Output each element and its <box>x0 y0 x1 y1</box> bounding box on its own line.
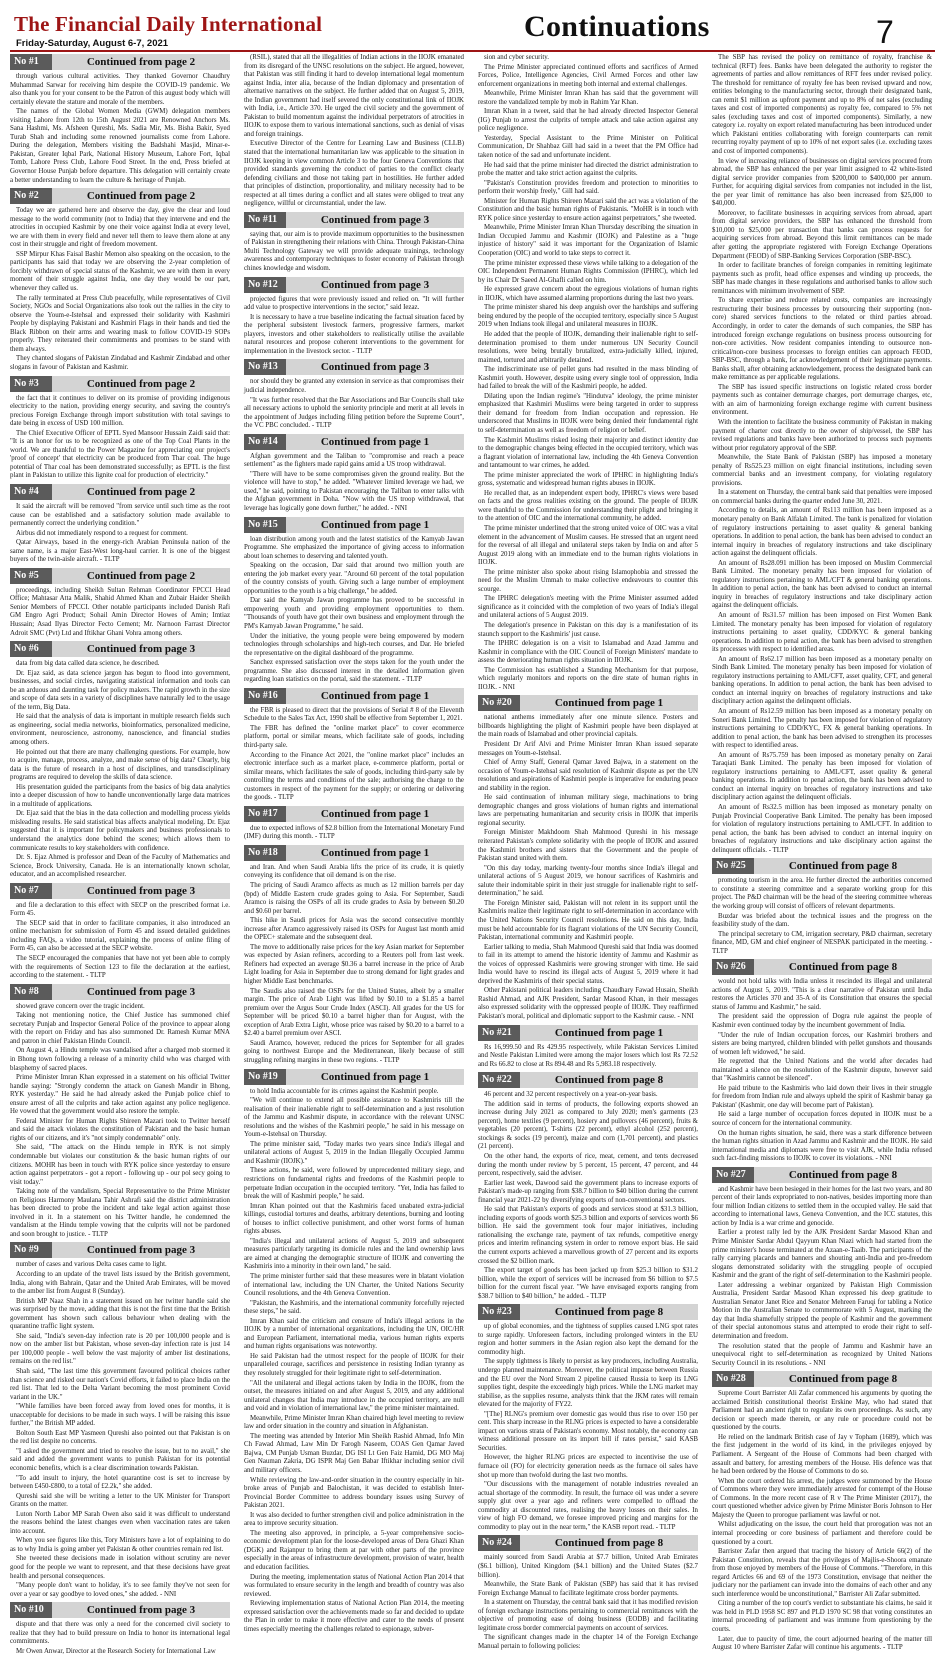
continuation-header <box>10 1242 230 1258</box>
continuation-header <box>478 1304 698 1320</box>
article-paragraph: Rs 16,999.50 and Rs 429.95 respectively, while Pakistan Services Limited and Nestle Pakistan Limited were among the major losers which lost Rs 72.52 and Rs 66.82 to close at Rs 894.48 and Rs 5,983.18 respectively. <box>478 1043 698 1068</box>
header-rule <box>10 50 935 52</box>
continued-from-label: Continued from page 3 <box>52 641 230 657</box>
continued-article <box>478 695 698 1021</box>
article-paragraph: Bolton South East MP Yasmeen Qureshi also pointed out that Pakistan is on the red list despite no concerns. <box>10 1429 230 1446</box>
article-paragraph: Earlier last week, Dawood said the government plans to increase exports of Pakistan's made-up ranging from $38.7 billion to $40 billion during the current financial year 2021-22 by diversifying exports of non-conventional sectors. <box>478 1179 698 1204</box>
continuation-header <box>244 359 464 375</box>
article-paragraph: Federal Minister for Human Rights Shireen Mazari took to Twitter herself and said the attack violates the constitution of Pakistan and the basic human rights of our citizens, and it's "not simply condemnable" only. <box>10 1117 230 1142</box>
article-paragraph: Foreign Minister Makhdoom Shah Mahmood Qureshi in his message reiterated Pakistan's complete solidarity with the people of IIOJK and assured the Kashmiri brothers and sisters that the Government and the people of Pakistan stand united with them. <box>478 829 698 863</box>
article-paragraph: In a statement on Thursday, the central bank said that it has modified revision of foreign exchange instructions pertaining to commercial remittances with the objective of promoting ease of doing business (EODB) and facilitating legitimate cross border commercial payments on account of services. <box>478 1599 698 1632</box>
continued-article <box>10 1242 230 1599</box>
article-number: No #22 <box>478 1072 520 1088</box>
article-paragraph: "India's illegal and unilateral actions of August 5, 2019 and subsequent measures particularly targeting its domicile rules and the land ownership laws are aimed at changing the demographic structure of IIOJK and converting the Kashmiris into a minority in their own land," he said. <box>244 1237 464 1271</box>
continuation-header <box>712 858 932 874</box>
continuation-header <box>712 1371 932 1387</box>
article-paragraph: The prime minister underlined that the strong united voice of OIC was a vital element in the advancement of Muslim causes. He stressed that an urgent need for the reversal of all illegal and unilateral steps taken by India on and after 5 August 2019 along with an immediate end to the human rights violations in IIOJK. <box>478 524 698 567</box>
article-paragraph: to hold India accountable for its crimes against the Kashmiri people. <box>250 1087 439 1095</box>
article-paragraph: Airbus did not immediately respond to a request for comment. <box>16 529 188 537</box>
article-paragraph: "Under the rule of Indian occupation forces, our Kashmiri brothers and sisters are being martyred, children blinded with pellet gunshots and thousands of women left widowed," he said. <box>712 1031 932 1056</box>
article-paragraph: While reviewing the law-and-order situation in the country especially in hit-broke areas of Punjab and Balochistan, it was decided to establish Inter-Provincial Border Committee to address boundary issues using Survey of Pakistan 2021. <box>244 1476 464 1510</box>
article-paragraph: The SBP has issued specific instructions on logistic related cross border payments such as container demurrage charges, port demurrage charges, etc, with an aim of harmonizing foreign exchange regime with current business environment. <box>712 383 932 417</box>
continued-from-label: Continued from page 8 <box>754 858 932 874</box>
article-paragraph: The prime minister appreciated the work of IPHRC in highlighting India's gross, systematic and widespread human rights abuses in IIOJK. <box>478 471 698 488</box>
article-number: No #10 <box>10 1602 52 1618</box>
article-paragraph: The prime minister further said that these measures were in blatant violation of international law, including the UN Charter, the United Nations Security Council resolutions, and the 4th Geneva Convention. <box>244 1272 464 1298</box>
article-number: No #20 <box>478 695 520 711</box>
article-paragraph: Meanwhile, the State Bank of Pakistan (SBP) has imposed a monetary penalty of Rs525.23 million on eight financial institutions, including seven commercial banks and an investment company, for violating regulatory provisions. <box>712 454 932 487</box>
continued-article <box>10 641 230 880</box>
article-number: No #4 <box>10 484 52 500</box>
article-paragraph: data from big data called data science, he described. <box>16 660 160 668</box>
article-paragraph: The prime minister shared his deep anguish over the hardships and suffering being endured by the people of the occupied territory, especially since 5 August 2019 when Indians took illegal and unilateral measures in IIOJK. <box>478 304 698 329</box>
continued-from-label: Continued from page 1 <box>286 688 464 704</box>
article-paragraph: due to expected inflows of $2.8 billion from the International Monetary Fund (IMF) during this month. - TLTP <box>244 824 464 841</box>
article-paragraph: He relied on the landmark British case of Jay v Topham (1689), which was the first judgement in the world of its kind, in the privileges enjoyed by Parliament. A Sergeant of the House of Commons had been charged with assault and battery, for arresting members of the House. His defence was that he had been ordered by the House of Commons to do so. <box>712 1433 932 1476</box>
article-paragraph: When you see figures like this, Tory Ministers have a lot of explaining to do as to why India is going amber yet Pakistan & other countries remain red list. <box>10 1537 230 1553</box>
continued-article <box>10 54 230 185</box>
article-paragraph: It said the aircraft will be removed "from service until such time as the root cause can be established and a satisfactory solution made available to permanently correct the underlying condition." <box>10 502 230 528</box>
article-paragraph: Luton North Labor MP Sarah Owen also said it was difficult to understand the reasons behind the latest changes even when vaccination rates are taken into account. <box>10 1510 230 1535</box>
article-paragraph: Yesterday, Special Assistant to the Prime Minister on Political Communication, Dr Shahbaz Gill had said in a tweet that the PM Office had taken notice of the sad and unfortunate incident. <box>478 134 698 160</box>
article-paragraph: "It was further resolved that the Bar Associations and Bar Councils shall take all necessary actions to uphold the seniority principle and merit at all levels in the appointment of Judges including filing petition before the Supreme Court", the VC PBC concluded. - TLTP <box>244 396 464 430</box>
continuation-header <box>244 845 464 861</box>
article-paragraph: The IPHRC delegation is on a visit to Islamabad and Azad Jammu and Kashmir in compliance with the OIC Council of Foreign Ministers' mandate to assess the deteriorating human rights situation in IIOJK. <box>478 640 698 665</box>
article-number: No #26 <box>712 959 754 975</box>
article-number: No #27 <box>712 1167 754 1183</box>
article-paragraph: up of global economies, and the tightness of supplies caused LNG spot rates to surge rapidly. Unforeseen factors, including prolonged winters in the EU region and hotter summers in the Asian region also kept the demand for the commodity high. <box>478 1323 698 1356</box>
article-paragraph: The delegation's presence in Pakistan on this day is a manifestation of its staunch support to the Kashmiris' just cause. <box>478 622 698 638</box>
continuation-header <box>10 984 230 1000</box>
continued-article <box>244 1069 464 1635</box>
article-paragraph: projected figures that were previously issued and relied on. "It will further add value to prospective interventions in the sector," said Iezaz. <box>244 295 464 312</box>
continued-article <box>244 434 464 514</box>
article-paragraph: Supreme Court Barrister Ali Zafar commenced his arguments by quoting the acclaimed British constitutional theorist Erskine May, who had stated that Parliament had an ancient right to regulate its own proceedings. As such, any decision or speech made therein, or any rule or procedure could not be questioned by the courts. <box>712 1390 932 1432</box>
article-paragraph: Imran Khan said the criticism and censure of India's illegal actions in the IIOJK by a number of international organizations, including the UN, OIC/HR and European Parliament, international media, various human rights experts and human rights organisations was noteworthy. <box>244 1317 464 1351</box>
continued-from-label: Continued from page 2 <box>52 188 230 204</box>
article-paragraph: The Chief Executive Officer of EPTL Syed Mansoor Hussain Zaidi said that: "It is an honor for us to be recognized as one of the Top Coal Plants in the world. We are thankful to the Power Magazine for appreciating our project's 'proof of concept' that electricity can be produced from Thar coal. The huge potential of Thar coal has been demonstrated successfully; as EPTL is the first plant in Pakistan to utilize this lignite coal for production of electricity." <box>10 429 230 480</box>
continuation-header <box>244 212 464 228</box>
continuation-header <box>10 1602 230 1618</box>
article-paragraph: He had said that the prime minister had directed the district administration to probe the matter and take strict action against the culprits. <box>478 161 698 178</box>
article-paragraph: He added that the people of IIOJK, demanding their inalienable right to self-determination promised to them under numerous UN Security Council resolutions, were being brutally brutalized, extra-judicially killed, injured, maimed, tortured and arbitrarily detained. <box>478 330 698 364</box>
continued-from-label: Continued from page 1 <box>520 1025 698 1041</box>
article-paragraph: national anthems immediately after one minute silence. Posters and billboards highlighting the plight of Kashmiri people have been displayed at the main roads of Islamabad and other provincial capitals. <box>478 714 698 739</box>
continued-article <box>478 1072 698 1301</box>
column-4 <box>712 54 932 1652</box>
article-paragraph: The resolution stated that the people of Jammu and Kashmir have an unequivocal right to self-determination as recognized by United Nations Security Council in its resolutions. - NNI <box>712 1342 932 1367</box>
article-paragraph: "Pakistan, the Kashmiris, and the international community forcefully rejected these steps," he said. <box>244 1299 464 1316</box>
article-paragraph: "Many people don't want to holiday, it's to see family they've not seen for over a year or say goodbye to loved ones," she added. - NNI <box>10 1582 230 1598</box>
continuation-header <box>10 568 230 584</box>
article-paragraph: 46 percent and 32 percent respectively on a year-on-year basis. <box>484 1091 658 1099</box>
continued-article <box>712 1371 932 1652</box>
article-paragraph: The meeting was attended by Interior Min Sheikh Rashid Ahmad, Info Min Ch Fawad Ahmad, Law Min Dr Farogh Naseem, COAS Gen Qamar Javed Bajwa, CM Punjab Usman Buzdar, DG ISI Lt Gen Faiz Hamid, DG MO Maj Gen Nauman Zakria, DG ISPR Maj Gen Babar Iftikhar including senior civil and military officers. <box>244 1432 464 1475</box>
newspaper-title: The Financial Daily International <box>14 12 323 36</box>
article-paragraph: Imran Khan in a tweet, said that he had already directed Inspector General (IG) Punjab to arrest the culprits of temple attack and take action against any police negligence. <box>478 108 698 133</box>
continued-article <box>244 517 464 685</box>
continued-article <box>244 212 464 274</box>
article-paragraph: showed grave concern over the tragic incident. <box>16 1002 145 1010</box>
article-paragraph: The names of the Global Women Media (GWM) delegation members visiting Lahore from 12th to 15th August 2021 are Renowned Anchors Ms. Sana Hashmi, Ms. Afsheen Qureshi, Ms. Sadia Mir, Ms. Bisha Bakir, Syed Turab Shah and including some renowned journalists come from Lahore. During the delegation, Members visiting the Badshahi Masjid, Minar-e-Pakistan, Greater Iqbal Park, National History Museum, Lahore Fort, Iqbal Tomb, Lahore Press Club, Lahore Food Street. In the end, Press briefed at Governor House Punjab before departure. This delegation will certainly create a better understanding to learn the culture & heritage of Punjab. <box>10 108 230 184</box>
masthead <box>10 6 935 50</box>
article-paragraph: saying that, our aim is to provide maximum opportunities to the businessmen of Pakistan in strengthening their relations with China. Through Pakistan-China Multi Technology Gateway we will provide adequate trainings, technology awareness and contemporary techniques to foster economy of Pakistan through chines knowledge and wisdom. <box>244 230 464 273</box>
article-paragraph: Later, due to paucity of time, the court adjourned hearing of the matter till August 10 where Barrister Zafar will continue his arguments. - TLTP <box>712 1635 932 1652</box>
continued-article <box>244 54 464 209</box>
article-paragraph: The SECP said that in order to facilitate companies, it also introduced an online mechanism for submission of Form 45 and issued detailed guidelines including FAQs, a video tutorial, explaining the process of online filing of Form 45, can also be accessed at the SECP website. <box>10 919 230 953</box>
article-paragraph: mainly sourced from Saudi Arabia at $7.7 billion, United Arab Emirates ($6.1 billion), United Kingdom ($4.1 billion) and the United States ($2.7 billion). <box>478 1554 698 1579</box>
article-paragraph: would not hold talks with India unless it rescinded its illegal and unilateral actions of August 5, 2019. "This is a clear narrative of Pakistan until India restores the Articles 370 and 35-A of its Constitution that ensures the special status of Jammu and Kashmir," he said. <box>712 978 932 1011</box>
continuation-header <box>244 1069 464 1085</box>
article-paragraph: Dr. Ejaz said, as data science jargon has begun to flood into government, businesses, and social circles, navigating statistical information and tools can be an arduous and daunting task for policy makers. The rapid growth in the size and scope of data sets in a variety of disciplines have naturally led to the usage of the term, Big Data. <box>10 669 230 711</box>
article-paragraph: "On this day today, marking twenty-four months since India's illegal and unilateral actions of 5 August 2019, we honour sacrifices of Kashmiris and salute their indomitable spirit in their just struggle for inalienable right to self-determination," he said. <box>478 864 698 898</box>
article-number: No #18 <box>244 845 286 861</box>
article-number: No #11 <box>244 212 286 228</box>
article-paragraph: He regretted that the United Nations and the world after decades had maintained a silence on the resolution of the Kashmir dispute, however said that "Kashmiris cannot be silenced". <box>712 1058 932 1083</box>
article-paragraph: "There will have to be some compromises given the ground reality. But the violence will have to stop," he added. "Whatever limited leverage we had, we used," he said, pointing to Pakistan encouraging the Taliban to enter talks with the Afghan government in Doha. "Now with the US troop withdrawal, that leverage has logically gone down further," he added. - NNI <box>244 470 464 512</box>
article-paragraph: "All the unilateral and illegal actions taken by India in the IIOJK, from the outset, the measures initiated on and after August 5, 2019, and any additional unilateral changes that India may introduce in the occupied territory, are null and void and in violation of international law," the prime minister maintained. <box>244 1379 464 1413</box>
article-paragraph: An amount of Rs62.17 million has been imposed as a monetary penalty on Sindh Bank Limited. The monetary penalty has been imposed for violation of regulatory instructions pertaining to AML/CFT, asset quality, CFT, and general banking operations. In addition to penal action, the bank has been advised to conduct an internal inquiry on breaches of regulatory instructions and take disciplinary action against the delinquent officials. <box>712 655 932 706</box>
article-paragraph: Reviewing implementation status of National Action Plan 2014, the meeting expressed satisfaction over the achievements made so far and decided to update the Plan in order to make it more effective and cater to the needs of present times especially meeting the challenges related to espionage, subver- <box>244 1600 464 1633</box>
article-paragraph: the fact that it continues to deliver on its promise of providing indigenous electricity to the nation, providing energy security, and saving the country's precious Foreign Exchange through import substitution with total savings to date being in excess of USD 100 million. <box>10 394 230 428</box>
article-paragraph: Buzdar was briefed about the technical issues and the progress on the feasibility study of the dam. <box>712 912 932 929</box>
article-paragraph: promoting tourism in the area. He further directed the authorities concerned to constitute a steering committee and a separate working group for this project. The P&D chairman will be the head of the steering committee whereas the working group will consist of officers of relevant departments. <box>712 877 932 910</box>
article-paragraph: However, the higher RLNG prices are expected to incentivise the use of furnace oil (FO) for electricity generation needs as the furnace oil sales have shot up more than twofold during the last two months. <box>478 1454 698 1479</box>
continued-from-label: Continued from page 1 <box>520 695 698 711</box>
article-paragraph: Later addressing a webinar organized by Pakistan High Commission Australia, President Sardar Masood Khan expressed his deep gratitude to Australian Senator Janet Rice and Senator Mehreen Faruqi for tabling a Notice Motion in the Australian Senate to commemorate with 5 August, marking the day that India shamefully stripped the people of Kashmir and the government of their special autonomous status and attempted to erode their right to self-determination and freedom. <box>712 1281 932 1341</box>
continued-article <box>10 984 230 1240</box>
article-paragraph: On the human rights situation, he said, there was a stark difference between the human rights situation in Azad Jammu and Kashmir and the IIOJK. He said international media and diplomats were free to visit AJK, while India refused such fact-finding missions to IIOJK to cover its violations. - NNI <box>712 1129 932 1163</box>
article-paragraph: The addition said in terms of products, the following exports showed an increase during July 2021 as compared to July 2020; men's garments (23 percent), home textiles (9 percent), hosiery and pullovers (46 percent), fruits & vegetables (20 percent), T-shirts (22 percent), ethyl alcohol (252 percent), stockings & socks (19 percent), maize and corn (1,701 percent), and plastics (21 percent). <box>478 1100 698 1151</box>
article-paragraph: Earlier talking to media, Shah Mahmood Qureshi said that India was doomed to fail in its attempt to amend the historic identity of Jammu and Kashmir as the voices of oppressed Kashmiris were growing stronger with time. He said India would have to rescind its illegal acts of August 5, 2019 where it had deprived the Kashmiris of their special status. <box>478 943 698 985</box>
article-paragraph: Meanwhile, Prime Minister Imran Khan chaired high level meeting to review law and order situation in the country and situation in Afghanistan. <box>244 1414 464 1431</box>
continued-article <box>478 1535 698 1651</box>
continued-article <box>244 806 464 842</box>
article-paragraph: "We will continue to extend all possible assistance to Kashmiris till the realisation of their inalienable right to self-determination and a just resolution of the Jammu and Kashmir dispute, in accordance with the relevant UNSC resolutions and the wishes of the Kashmiri people," he said in his message on Youm-e-Istehsal on Thursday. <box>244 1097 464 1139</box>
article-paragraph: Taking note of the vandalism, Special Representative to the Prime Minister on Religious Harmony Maulana Tahir Ashrafi said the district administration has been directed to probe the incident and take legal action against those involved in it. In a statement on his Twitter handle, he condemned the vandalism at the Hindu temple vowing that the culprits will not be pardoned and soon brought to justice. - TLTP <box>10 1188 230 1238</box>
continued-from-label: Continued from page 8 <box>754 959 932 975</box>
continued-from-label: Continued from page 2 <box>52 376 230 392</box>
article-paragraph: The prime minister said, "Today marks two years since India's illegal and unilateral actions of August 5, 2019 in the Indian Illegally Occupied Jammu and Kashmir (IIOJK)." <box>244 1140 464 1165</box>
dateline: Friday-Saturday, August 6-7, 2021 <box>16 38 169 49</box>
article-paragraph: (RSIL), stated that all the illegalities of Indian actions in the IIOJK emanated from its disregard of the UNSC resolutions on the subject. He argued, however, that Pakistan was still finding it hard to develop international legal momentum against India, inter alia, because of the Indian diplomacy and presentation of alternative narratives on the subject. He further added that on August 5, 2019, the Indian government had itself severed the only constitutional link of IIOJK with India, i.e., Article 370. He urged the civil society and the government of Pakistan to build momentum against the individual perpetrators of atrocities in IIOJK to expose them to various international sanctions, such as denial of visas and foreign trainings. <box>244 54 464 138</box>
article-number: No #13 <box>244 359 286 375</box>
continuation-header <box>244 688 464 704</box>
article-paragraph: President Dr Arif Alvi and Prime Minister Imran Khan issued separate messages on Youm-e-Istehsal. <box>478 741 698 757</box>
article-paragraph: An amount of Rs12.59 million has been imposed as a monetary penalty on Soneri Bank Limited. The penalty has been imposed for violation of regulatory instructions pertaining to CDD/KYC, FX & general banking operations. In addition to penal action, the bank has been advised to strengthen its processes with respect to identified areas. <box>712 708 932 750</box>
article-paragraph: He expressed grave concern about the egregious violations of human rights in IIOJK, which have assumed alarming proportions during the last two years. <box>478 286 698 302</box>
article-paragraph: Meanwhile, the State Bank of Pakistan (SBP) has said that it has revised Foreign Exchange Manual to facilitate legitimate cross border payments. <box>478 1581 698 1597</box>
article-number: No #12 <box>244 277 286 293</box>
article-paragraph: Qatar Airways, based in the energy-rich Arabian Peninsula nation of the same name, is a major East-West long-haul carrier. It is one of the biggest buyers of the twin-aisle aircraft. - TLTP <box>10 539 230 564</box>
article-paragraph: Qureshi said she will be writing a letter to the UK Minister for Transport Grants on the matter. <box>10 1492 230 1509</box>
article-number: No #16 <box>244 688 286 704</box>
article-paragraph: "Our discussions with the management of notable industries revealed an actual shortage of the commodity. In result, the furnace oil was under a severe supply glut over a year ago and refiners were compelled to offload the commodity at discounted rates, realising the heavy losses on their sales. In view of high FO demand, we foresee improved pricing and margins for the commodity to play out in the near term," the KASB report read. - TLTP <box>478 1481 698 1531</box>
article-paragraph: The pricing of Saudi Aramco affects as much as 12 million barrels per day (bpd) of Middle Eastern crude grades going to Asia. For September, Saudi Aramco is raising the OSPs of all its crude grades to Asia by between $0.20 and $0.60 per barrel. <box>244 882 464 915</box>
article-number: No #2 <box>10 188 52 204</box>
continued-from-label: Continued from page 2 <box>52 54 230 70</box>
continuation-header <box>478 1535 698 1551</box>
article-number: No #19 <box>244 1069 286 1085</box>
article-paragraph: Earlier a protest rally led by the AJK President Sardar Masood Khan and Prime Minister Sardar Abdul Qayyum Khan Niazi which had started from the prime minister's house terminated at the Azaan-e-Taaib. The participants of the rally carrying placards and banners and shouting anti-India and pro-freedom slogans demonstrated solidarity with the struggling people of occupied Kashmir and the grant of the right of self-determination to the Kashmiri people. <box>712 1229 932 1280</box>
article-paragraph: the FBR is pleased to direct that the provisions of Serial # 8 of the Eleventh Schedule to the Sales Tax Act, 1990 shall be effective from September 1, 2021. <box>244 706 464 723</box>
article-paragraph: It is necessary to have a true baseline indicating the factual situation faced by the peripheral subsistent livestock farmers, progressive farmers, market players, investors and other stakeholders to realistically utilise the available natural resources and propose coherent interventions to the government for implementation in the livestock sector. - TLTP <box>244 313 464 355</box>
article-paragraph: Saudi Aramco, however, reduced the prices for September for all grades going to northwest Europe and the Mediterranean, likely because of still struggling refining margins in these two regions. - TLTP <box>244 1039 464 1064</box>
article-paragraph: "Pakistan's Constitution provides freedom and protection to minorities to perform their worship freely," Gill had said. <box>478 179 698 196</box>
continued-article <box>478 54 698 692</box>
article-paragraph: An amount of Rs31.57 million has been imposed on First Women Bank Limited. The monetary penalty has been imposed for violation of regulatory instructions pertaining to asset quality, CDD/KYC & general banking operations. In addition to penal action, the bank has been advised to strengthen its processes with respect to identified areas. <box>712 612 932 654</box>
article-paragraph: She said, "The attack on the Hindu temple in RYK is not simply condemnable but violates our constitution & the basic human rights of our citizens. MOHR has been in touch with RYK police since yesterday to ensure action against perpetrators - got a report - following up - our pol secy going to visit today." <box>10 1144 230 1186</box>
article-paragraph: She said, "India's seven-day infection rate is 20 per 100,000 people and is now on the amber list but Pakistan, whose seven-day infection rate is just 14 per 100,000 people - well below the vast majority of amber list destinations, remains on the red list." <box>10 1332 230 1366</box>
continued-from-label: Continued from page 1 <box>286 434 464 450</box>
article-paragraph: These actions, he said, were followed by unprecedented military siege, and restrictions on fundamental rights and freedoms of the Kashmiri people to perpetuate Indian occupation in the occupied territory. "Yet, India has failed to break the will of Kashmiri people," he said. <box>244 1167 464 1201</box>
continued-article <box>478 1025 698 1070</box>
article-paragraph: The prime minister expressed these views while talking to a delegation of the OIC Independent Permanent Human Rights Commission (IPHRC), which led by its Chair Dr Saeed Al-Ghafli called on him. <box>478 259 698 284</box>
article-paragraph: In a statement on Thursday, the central bank said that penalties were imposed on commercial banks during the quarter ended June 30, 2021. <box>712 489 932 505</box>
continued-from-label: Continued from page 3 <box>286 277 464 293</box>
continuation-header <box>478 695 698 711</box>
article-paragraph: Prime Minister Imran Khan expressed in a statement on his official Twitter handle saying: "Strongly condemn the attack on Ganesh Mandir in Bhong, RYK yesterday." He said he had already asked the Punjab police chief to ensure arrest of all the culprits and take action against any police negligence. He vowed that the government would also restore the temple. <box>10 1074 230 1116</box>
article-paragraph: Minister for Human Rights Shireen Mazari said the act was a violation of the Constitution and the basic human rights of Pakistanis. "MoHR is in touch with RYK police since yesterday to ensure action against perpetrators," she tweeted. <box>478 197 698 222</box>
article-paragraph: The FBR has defined the "online market place" to cover ecommerce platform, portal or similar means, which facilitate sale of goods, including third-party sale. <box>244 724 464 749</box>
article-number: No #9 <box>10 1242 52 1258</box>
continuation-header <box>712 1167 932 1183</box>
article-paragraph: Dr. Ejaz said that the bias in the data collection and modelling process yields misleading results. He said statistical bias affects analytical modeling. Dr. Ejaz suggested that it is important for policymakers and business professionals to understand the analytics done behind the scenes; which allows them to communicate results to key stakeholders with confidence. <box>10 810 230 852</box>
article-paragraph: and Kashmir have been besieged in their homes for the last two years, and 80 percent of their lands expropriated to non-natives, besides importing more than four million Indian citizens to settled them in the occupied valley. He said that according to international laws, Geneva Convention, and the ICC statutes, this action by India is a war crime and genocide. <box>712 1185 932 1227</box>
continued-from-label: Continued from page 8 <box>520 1304 698 1320</box>
article-paragraph: Shah said, "The last time this government favoured political choices rather than science and risked our nation's Covid efforts, it failed to place India on the red list. That led to the Delta Variant becoming the most prominent Covid variant in the UK." <box>10 1368 230 1401</box>
continued-article <box>712 54 932 855</box>
article-paragraph: Dar said the Kamyab Jawan programme has proved to be successful in empowering youth and providing employment opportunities to them. "Thousands of youth have got their own business and employment through the PM's Kamyab Jawan Programme," he said. <box>244 597 464 630</box>
continued-article <box>10 883 230 981</box>
article-paragraph: An amount of Rs32.5 million has been imposed as monetary penalty on Punjab Provincial Cooperative Bank Limited. The penalty has been imposed for violation of regulatory instructions pertaining to AML/CFT. In addition to penal action, the bank has been advised to conduct an internal inquiry on breaches of regulatory instructions and take disciplinary action against the delinquent officials. - TLTP <box>712 804 932 854</box>
article-paragraph: "To add insult to injury, the hotel quarantine cost is set to increase by between £450-£800, to a total of £2.2k," she added. <box>10 1474 230 1491</box>
continued-from-label: Continued from page 3 <box>52 1242 230 1258</box>
continuation-header <box>478 1072 698 1088</box>
article-paragraph: He pointed out that there are many challenging questions. For example, how to acquire, manage, process, analyze, and make sense of big data? Clearly, big data is the future of research in a host of disciplines, and transdisciplinary programs are required to develop the skills of data science. <box>10 748 230 782</box>
article-paragraph: Meanwhile, Prime Minister Imran Khan Thursday describing the situation in Indian Occupied Jammu and Kashmir (IIOJK) and Palestine as a "huge injustice of history" said it was important for the Organization of Islamic Cooperation (OIC) and world to take steps to correct it. <box>478 224 698 258</box>
article-paragraph: The IPHRC delegation's meeting with the Prime Minister assumed added significance as it coincided with the completion of two years of India's illegal and unilateral actions of 5 August 2019. <box>478 595 698 620</box>
article-paragraph: The indiscriminate use of pellet guns had resulted in the mass blinding of Kashmiri youth. However, despite using every single tool of oppression, India had failed to break the will of the Kashmiri people, he added. <box>478 366 698 391</box>
article-paragraph: According to the Finance Act 2021, the "online market place" includes an electronic interface such as a market place, e-commerce platform, portal or similar means, which facilitates the sale of goods, including third-party sale by controlling the terms and conditions of the sale; authorising the charge to the customers in respect of the payment for the supply; or ordering or delivering the goods. - TLTP <box>244 751 464 802</box>
article-number: No #6 <box>10 641 52 657</box>
article-paragraph: The Saudis also raised the OSPs for the United States, albeit by a smaller margin. The price of Arab Light was lifted by $0.10 to a $1.85 a barrel premium over the Argus Sour Crude Index (ASCI). All grades for the US for September will be priced $0.10 a barrel higher than for August, with the exception of Arab Extra Light, whose price was raised by $0.20 to a barrel to a $2.40 a barrel premium over ASCI. <box>244 987 464 1038</box>
article-paragraph: and file a declaration to this effect with SECP on the prescribed format i.e. Form 45. <box>10 901 230 918</box>
article-paragraph: The SBP has revised the policy on remittance of royalty, franchise & technical (RFT) fees. Banks have been delegated the authority to register the agreements of parties and allow remittances of RFT fees under revised policy. The threshold for remittance of royalty fee has been revised upward and now, entities belonging to the manufacturing sector, through their designated bank, can remit $1 million as upfront payment and up to 8% of net sales (excluding taxes and cost of imported components) as royalty fee, compared to 5% net sales (excluding taxes and cost of imported components). Similarly, a new category i.e. royalty on export related manufacturing has been introduced under which Pakistani entities collaborating with foreign counterparts can remit recurring royalty payment of up to 10% of net export sales (i.e. excluding taxes and cost of imported components). <box>712 54 932 156</box>
continuation-header <box>244 434 464 450</box>
article-paragraph: through various cultural activities. They thanked Governor Chaudhry Muhammad Sarwar for receiving him despite the COVID-19 pandemic. We also thank you for your consent to be the Patron of this august body which will certainly elevate the stature and morale of the members. <box>10 73 230 106</box>
article-paragraph: nor should they be granted any extension in service as that compromises their judicial independence. <box>244 378 464 394</box>
section-title: Continuations <box>524 10 710 43</box>
continued-article <box>244 845 464 1066</box>
article-paragraph: "I asked the government and tried to resolve the issue, but to no avail," she said and added the government wants to punish Pakistan for its potential economic benefits, which is a clear discrimination towards Pakistan. <box>10 1447 230 1473</box>
article-paragraph: "[The] RLNG's premium over domestic gas would thus rise to over 150 per cent. This sharp increase in the RLNG prices is expected to have a considerable impact on various strata of Pakistan's economy. Most notably, the economy can witness additional pressure on its import bill if rates persist," said KASB Securities. <box>478 1410 698 1452</box>
article-paragraph: SSP Mirpur Khas Faisal Bashir Memon also speaking on the occasion, to the participants has said that today we are observing the 2-year completion of forcibly withdrawn of special status of the Kashmir, we are with them in every moment of their struggle against India, one day they would be our part, whenever they called us. <box>10 250 230 293</box>
article-paragraph: On August 4, a Hindu temple was vandalised after a charged mob stormed it in Bhong town following a release of a minority child who was charged with blasphemy of sacred places. <box>10 1047 230 1072</box>
continued-article <box>244 359 464 430</box>
column-2 <box>244 54 464 1633</box>
article-number: No #23 <box>478 1304 520 1320</box>
article-paragraph: The prime minister also spoke about rising Islamophobia and stressed the need for the Muslim Ummah to make collective endeavours to counter this scourge. <box>478 568 698 593</box>
article-paragraph: and Iran. And when Saudi Arabia lifts the price of its crude, it is quietly conveying its confidence that oil demand is on the rise. <box>244 863 464 880</box>
continued-from-label: Continued from page 1 <box>286 806 464 822</box>
article-paragraph: Executive Director of the Centre for Learning Law and Business (CLLB) stated that the international humanitarian law was applicable to the situation in IIOJK keeping in view common Article 3 to the four Geneva Conventions that provided standards governing the conduct of parties to the conflict clearly defending civilians and those not taking part in hostilities. He further added that principles of distinction, proportionality, and military necessity had to be respected at all times during a conflict and all states were obliged to treat any negligence, willful or circumstantial, under the law. <box>244 140 464 208</box>
continued-article <box>10 484 230 565</box>
article-paragraph: number of cases and various Delta cases came to light. <box>16 1261 167 1269</box>
article-paragraph: Barrister Zafar then argued that tracing the history of Article 66(2) of the Pakistan Constitution, reveals that the privileges of Majlis-e-Shoora emanate from those enjoyed by members of the House of Commons. "Therefore, in this regard Articles 66 and 69 of the 1973 Constitution, envisage that neither the judiciary nor the parliament can invade into the domains of each other and any such interference would be unconstitutional," Barrister Ali Zafar submitted. <box>712 1548 932 1598</box>
article-paragraph: British MP Naaz Shah in a statement issued on her twitter handle said she was surprised by the move, adding that this is not the first time that the British government has shown such callous behaviour when dealing with the quarantine traffic light system. <box>10 1297 230 1331</box>
article-paragraph: Whilst adjudicating on the issue, the court held that prorogation was not an internal proceeding or core business of parliament and therefore could be questioned by a court. <box>712 1521 932 1546</box>
continued-from-label: Continued from page 1 <box>286 1069 464 1085</box>
continuation-header <box>244 806 464 822</box>
article-paragraph: His presentation guided the participants from the basics of big data analytics into a deeper discussion of how to handle unconventionally large data matrices in a multitude of applications. <box>10 783 230 808</box>
article-paragraph: The Prime Minister appreciated continued efforts and sacrifices of Armed Forces, Police, Intelligence Agencies, Civil Armed Forces and other law enforcement organizations in meeting both internal and external challenges. <box>478 63 698 88</box>
article-paragraph: With the intention to facilitate the business community of Pakistan in making payment of charter cost directly to the owner of ship/vessel, the SBP has revised regulations and banks have been authorized to process such payments without prior regulatory approval of the SBP. <box>712 418 932 452</box>
article-number: No #7 <box>10 883 52 899</box>
continuation-header <box>244 517 464 533</box>
article-paragraph: Meanwhile, Prime Minister Imran Khan has said that the government will restore the vandalized temple by mob in Rahim Yar Khan. <box>478 90 698 106</box>
article-paragraph: Sanchez expressed satisfaction over the steps taken for the youth under the programme. She also discussed interest in the detailed information given regarding loan statistics on the portal, said the statement. - TLTP <box>244 659 464 684</box>
continued-from-label: Continued from page 3 <box>52 883 230 899</box>
article-paragraph: On the other hand, the exports of rice, meat, cement, and tents decreased during the month under review by 5 percent, 15 percent, 47 percent, and 44 percent, respectively, said the adviser. <box>478 1152 698 1178</box>
continued-from-label: Continued from page 3 <box>52 984 230 1000</box>
article-paragraph: The supply tightness is likely to persist as key producers, including Australia, undergo planned maintenance. Moreover, the political impasse between Russia and the EU over the Nord Stream 2 pipeline caused Russia to keep its LNG supplies tight, despite the exceedingly high prices. While the LNG market may stabilise, as the supplies resume, analysts think that the JKM rates will remain elevated for the majority of FY22. <box>478 1358 698 1409</box>
continued-article <box>712 959 932 1163</box>
article-paragraph: He said Pakistan had the utmost respect for the people of IIOJK for their unparalleled courage, sacrifices and persistence in resisting Indian tyranny as they resolutely struggled for their legitimate right to self-determination. <box>244 1352 464 1377</box>
continued-from-label: Continued from page 8 <box>754 1167 932 1183</box>
article-paragraph: The significant changes made in the chapter 14 of the Foreign Exchange Manual pertain to following policies: <box>478 1634 698 1650</box>
article-paragraph: They chanted slogans of Pakistan Zindabad and Kashmir Zindabad and other slogans in favour of Pakistan and Kashmir. <box>10 355 230 371</box>
page-number: 7 <box>876 14 894 50</box>
article-paragraph: Taking not mentioning notice, the Chief Justice has summoned chief secretary Punjab and Inspector General Police of the province to appear along with the report on Friday and has also summoned Dr. Ramesh Kumar MNA and patron in chief Pakistan Hindu Council. <box>10 1012 230 1045</box>
article-paragraph: The export target of goods has been jacked up from $25.3 billion to $31.2 billion, while the export of services will be increased from $6 billion to $7.5 billion for the current fiscal year. "We have envisaged exports ranging from $38.7 billion to $40 billion," he added. - TLTP <box>478 1267 698 1300</box>
continuation-header <box>10 188 230 204</box>
article-paragraph: dispute and that there was only a need for the concerned civil society to realize that they had to build pressure on India to honor its international legal commitments. <box>10 1621 230 1646</box>
continuation-header <box>10 641 230 657</box>
continued-article <box>244 688 464 803</box>
article-paragraph: He said that the analysis of data is important in multiple research fields such as engineering, social media networks, bioinformatics, personalized medicine, environment, neuroscience, astronomy, nanoscience, and financial studies among others. <box>10 713 230 746</box>
continuation-header <box>712 959 932 975</box>
article-paragraph: The Commission has established a Standing Mechanism for that purpose, which regularly monitors and reports on the dire state of human rights in IIOJK. - NNI <box>478 666 698 691</box>
continued-from-label: Continued from page 8 <box>754 1371 932 1387</box>
article-paragraph: According to details, an amount of Rs113 million has been imposed as a monetary penalty on Bank Alfalah Limited. The bank is penalized for violation of regulatory instructions pertaining to asset quality & general banking operations. In addition to penal action, the bank has been advised to conduct an internal inquiry in breaches of regulatory instructions and take disciplinary action against the delinquent officials. <box>712 507 932 558</box>
continuation-header <box>244 277 464 293</box>
article-paragraph: According to an update of the travel lists issued by the British government, India, along with Bahrain, Qatar and the United Arab Emirates, will be moved to the amber list from August 8 (Sunday). <box>10 1270 230 1296</box>
article-paragraph: The meeting also approved, in principle, a 5-year comprehensive socio-economic development plan for the loose-developed areas of Dera Ghazi Khan (DGK) and Rajanpur to bring them at par with other parts of the province especially in the areas of infrastructure development, provision of water, health and education facilities. <box>244 1529 464 1572</box>
article-number: No #1 <box>10 54 52 70</box>
continued-article <box>244 277 464 357</box>
article-paragraph: An amount of Rs75.759 has been imposed as monetary penalty on Zarai Taraqiati Bank Limited. The penalty has been imposed for violation of regulatory instructions pertaining to AML/CFT, asset quality & general banking operations. In addition to penal action, the bank has been advised to conduct an internal inquiry on breaches of regulatory instructions and take disciplinary action against the delinquent officials. <box>712 751 932 802</box>
continuation-header <box>10 883 230 899</box>
article-paragraph: In order to facilitate branches of foreign companies in remitting legitimate payments such as profit, head office expenses and winding up proceeds, the SBP has made changes in these regulations and authorised banks to allow such remittances with minimum involvement of SBP. <box>712 262 932 295</box>
article-number: No #17 <box>244 806 286 822</box>
article-paragraph: Dilating upon the Indian regime's "Hindutva" ideology, the prime minister emphasized that Kashmiri Muslims were being targeted in order to suppress their demand for freedom from Indian occupation and repression. He underscored that Muslims in IIOJK were being denied their fundamental right to self-determination as well as freedom of religion or belief. <box>478 392 698 434</box>
article-number: No #14 <box>244 434 286 450</box>
continued-from-label: Continued from page 1 <box>286 845 464 861</box>
article-paragraph: Mr Owen Anwar, Director at the Research Society for International Law <box>16 1647 216 1655</box>
column-3 <box>478 54 698 1650</box>
article-paragraph: sion and cyber security. <box>484 54 549 61</box>
continuation-header <box>478 1025 698 1041</box>
article-paragraph: When the court ordered his arrest, the judges were summoned by the House of Commons where they were immediately arrested for contempt of the House of Commons. In the more recent case of R v The Prime Minister (2017), the court questioned whether advice given by Prime Minister Boris Johnson to Her Majesty the Queen to prorogue parliament was lawful or not. <box>712 1477 932 1519</box>
article-paragraph: The principal secretary to CM, irrigation secretary, P&D chairman, secretary finance, MD, GM and chief engineer of NESPAK participated in the meeting. - TLTP <box>712 930 932 955</box>
article-paragraph: She tweeted these decisions made in isolation without scrutiny are never good for the people we want to represent, and that these decisions have great health and personal consequences. <box>10 1555 230 1580</box>
continuation-header <box>10 376 230 392</box>
article-number: No #5 <box>10 568 52 584</box>
article-paragraph: Moreover, to facilitate businesses in acquiring services from abroad, apart from digital service providers, the SBP has enhanced the threshold from $10,000 to $25,000 per transaction that banks can process requests for acquiring services from abroad. Beyond this limit remittances can be made after getting the appropriate registered with Foreign Exchange Operations Department (FEOD) of SBP-Banking Services Corporation (SBP-BSC). <box>712 209 932 260</box>
article-paragraph: Today we are gathered here and observe the day, give the clear and loud message to the world community (not to India) that they intervene and end the atrocities in occupied Kashmir by one their voice against India at every level, we are with them in every field and never tell them to leave them alone at any cost in their struggle and right of freedom movement. <box>10 207 230 249</box>
article-number: No #3 <box>10 376 52 392</box>
article-paragraph: During the meeting, implementation status of National Action Plan 2014 that was formulated to ensure security in the length and breadth of country was also reviewed. <box>244 1573 464 1598</box>
continued-from-label: Continued from page 8 <box>520 1072 698 1088</box>
continuation-header <box>10 54 230 70</box>
continued-from-label: Continued from page 3 <box>286 212 464 228</box>
continuation-header <box>10 484 230 500</box>
article-paragraph: "While families have been forced away from loved ones for months, it is unacceptable for decisions to be made in such ways. I will be raising this issue further," the British MP added. <box>10 1403 230 1428</box>
article-paragraph: The Kashmiri Muslims risked losing their majority and distinct identity due to the demographic changes being effected in the occupied territory, which was a flagrant violation of international law, including the 4th Geneva Convention and tantamount to war crimes, he added. <box>478 436 698 470</box>
continued-article <box>478 1304 698 1532</box>
article-paragraph: Under the initiative, the young people were being empowered by modern technologies through scholarships and high-tech courses, and Dar. He briefed the representative on the digital dashboard of the programme. <box>244 632 464 657</box>
article-number: No #8 <box>10 984 52 1000</box>
article-paragraph: Dr. S. Ejaz Ahmed is professor and Dean of the Faculty of Mathematics and Science, Brock University, Canada. He is an internationally known scholar, educator, and an accomplished researcher. <box>10 854 230 879</box>
article-paragraph: The president said the oppression of Dogra rule against the people of Kashmir even continued today by the incumbent government of India. <box>712 1013 932 1029</box>
article-paragraph: This hike in Saudi prices for Asia was the second consecutive monthly increase after Aramco aggressively raised its OSPs for August last month amid the OPEC+ stalemate and the subsequent deal. <box>244 917 464 942</box>
article-paragraph: Afghan government and the Taliban to "compromise and reach a peace settlement" as the fighters made rapid gains amid a US troop withdrawal. <box>244 452 464 469</box>
article-paragraph: proceedings, including Sheikh Sultan Rehman Coordinator FPCCI Head Office; Mahtasar Atta Malik, Shahid Ahmed Khan and Zubair Haider Sheikh Senior Members of FPCCI. Other notable participants included Danish Rafi GM Engro Agri Product; Sohail Amin Director Howes of Amin; Imtiaz Hussain; Asad Ilyas Director Fecto Cement; Mr. Narnoon Farrast Director Adroit SMC (Pvt) Ltd and Iftikhar Ghani Vohra among others. <box>10 586 230 637</box>
article-paragraph: He said that Pakistan's exports of goods and services stood at $31.3 billion, including exports of goods worth $25.3 billion and exports of services worth $6 billion. He said the government took four major initiatives, including rationalising the exchange rate, payment of tax refunds, competitive energy prices and interim refinancing system in order to remove export bias. He said the current exports achieved a marvellous growth of 27 percent and its exports crossed the $2 billion mark. <box>478 1206 698 1265</box>
continued-article <box>712 1167 932 1368</box>
article-paragraph: Other Pakistani political leaders including Chaudhary Fawad Husain, Sheikh Rashid Ahmad, and AJK President, Sardar Masood Khan, in their messages also expressed solidarity with the oppressed people of IIOJK. They reaffirmed Pakistan's moral, political and diplomatic support to the Kashmir cause. - NNI <box>478 987 698 1020</box>
article-paragraph: He said a large number of occupation forces deputed in IIOJK must be a source of concern for the international community. <box>712 1111 932 1127</box>
article-paragraph: The SECP encouraged the companies that have not yet been able to comply with the requirements of Section 123 to file the declaration at the earliest, according to the statement. - TLTP <box>10 955 230 980</box>
article-number: No #21 <box>478 1025 520 1041</box>
article-paragraph: In view of increasing reliance of businesses on digital services procured from abroad, the SBP has enhanced the per year limit assigned to 42 white-listed digital service provider companies from $200,000 to $400,000 per annum. Further, for acquiring digital services from companies not included in the list, the per year limit of remittance has also been increased from $25,000 to $40,000. <box>712 157 932 208</box>
article-paragraph: To share expertise and reduce related costs, companies are increasingly restructuring their business processes by outsourcing their supporting (non-core) shared services functions to the related or third parties abroad. Accordingly, in order to cater the demands of such companies, the SBP has introduced foreign exchange regulations on business process outsourcing for non-core activities. Now resident companies intending to outsource non-critical/non-core business processes to foreign entities can approach FEOD, SBP-BSC, through a bank, for acknowledgement of their legitimate payments. Banks shall, after obtaining acknowledgement, process the designated bank can make remittance as per applicable regulations. <box>712 297 932 382</box>
continued-article <box>10 1602 230 1656</box>
continued-from-label: Continued from page 8 <box>520 1535 698 1551</box>
article-paragraph: The rally terminated at Press Club peacefully, while representatives of Civil Society, NGOs and Social Organizations also took out the rallies in the city to observe the Youm-e-Istehsal and expressed their solidarity with Kashmiri People by displaying Pakistani and Kashmiri Flags in their hands and tied the Black Ribbon on their arms and wearing mask to follow COVID-19 SOPs properly. They reiterated their commitments and promises to be stand with them always. <box>10 294 230 353</box>
article-paragraph: Chief of Army Staff, General Qamar Javed Bajwa, in a statement on the occasion of Youm-e-Istehsal said resolution of Kashmir dispute as per the UN resolutions and aspirations of Kashmiri people is imperative for enduring peace and stability in the region. <box>478 759 698 792</box>
continued-from-label: Continued from page 1 <box>286 517 464 533</box>
continued-from-label: Continued from page 3 <box>52 1602 230 1618</box>
continued-from-label: Continued from page 3 <box>286 359 464 375</box>
article-paragraph: Citing a number of the top court's verdict to substantiate his claims, he said it was held in PLD 1958 SC 897 and PLD 1970 SC 98 that voting constitutes an internal proceeding of parliament and was immune from questioning by the courts. <box>712 1600 932 1633</box>
article-paragraph: It was also decided to further strengthen civil and police administration in the area to improve security situation. <box>244 1511 464 1528</box>
article-paragraph: He paid tribute to the Kashmiris who laid down their lives in their struggle for freedom from Indian rule and always upheld the spirit of Kashmir banay ga Pakistan' (Kashmir, one day will become part of Pakistan). <box>712 1084 932 1109</box>
continued-from-label: Continued from page 2 <box>52 484 230 500</box>
column-1 <box>10 54 230 1655</box>
continued-article <box>10 568 230 638</box>
article-paragraph: The move to additionally raise prices for the key Asian market for September was expected by Asian refiners, according to a Reuters poll from last week. Refiners had expected an average $0.36 a barrel increase in the price of Arab Light loading for Asia in September due to strong demand for light grades and higher Middle East benchmarks. <box>244 943 464 986</box>
article-number: No #24 <box>478 1535 520 1551</box>
continued-article <box>10 188 230 372</box>
article-paragraph: He said continuation of inhuman military siege, machinations to bring demographic changes and gross violations of human rights and international laws are perpetuating humanitarian and security crisis in IIOJK that imperils regional security. <box>478 794 698 827</box>
continued-from-label: Continued from page 2 <box>52 568 230 584</box>
continued-article <box>10 376 230 481</box>
article-paragraph: loan distribution among youth and the latest statistics of the Kamyab Jawan Programme. She emphasized the importance of giving access to information about loan schemes to deserving and talented youth. <box>244 535 464 560</box>
article-paragraph: Imran Khan pointed out that the Kashmiris faced unabated extra-judicial killings, custodial tortures and deaths, arbitrary detentions, burning and looting of houses to inflict collective punishment, and other worst forms of human rights abuses. <box>244 1202 464 1236</box>
article-paragraph: Speaking on the occasion, Dar said that around two million youth are entering the job market every year. "Around 60 percent of the total population of the country consists of youth. Giving such a large number of employment opportunities to the youth is a big challenge," he added. <box>244 562 464 595</box>
article-number: No #25 <box>712 858 754 874</box>
article-paragraph: An amount of Rs28.091 million has been imposed on Muslim Commercial Bank Limited. The monetary penalty has been imposed for violation of regulatory instructions pertaining to AML/CFT & general banking operations. In addition to penal action, the bank has been advised to conduct an internal inquiry in breaches of regulatory instructions and take disciplinary action against the delinquent officials. <box>712 559 932 610</box>
article-paragraph: He recalled that, as an independent expert body, IPHRC's views were based on facts and the gross realities existing on the ground. The people of IIOJK were thankful to the Commission for understanding their plight and bringing it to the attention of OIC and the international community, he added. <box>478 489 698 523</box>
article-number: No #15 <box>244 517 286 533</box>
article-number: No #28 <box>712 1371 754 1387</box>
continued-article <box>712 858 932 956</box>
article-paragraph: The Foreign Minister said, Pakistan will not relent in its support until the Kashmiris realize their legitimate right to self-determination in accordance with the United Nations Security Council resolutions. He said on this day, India must be held accountable for its flagrant violations of the UN Security Council, Pakistan, international community and Kashmiri people. <box>478 899 698 942</box>
